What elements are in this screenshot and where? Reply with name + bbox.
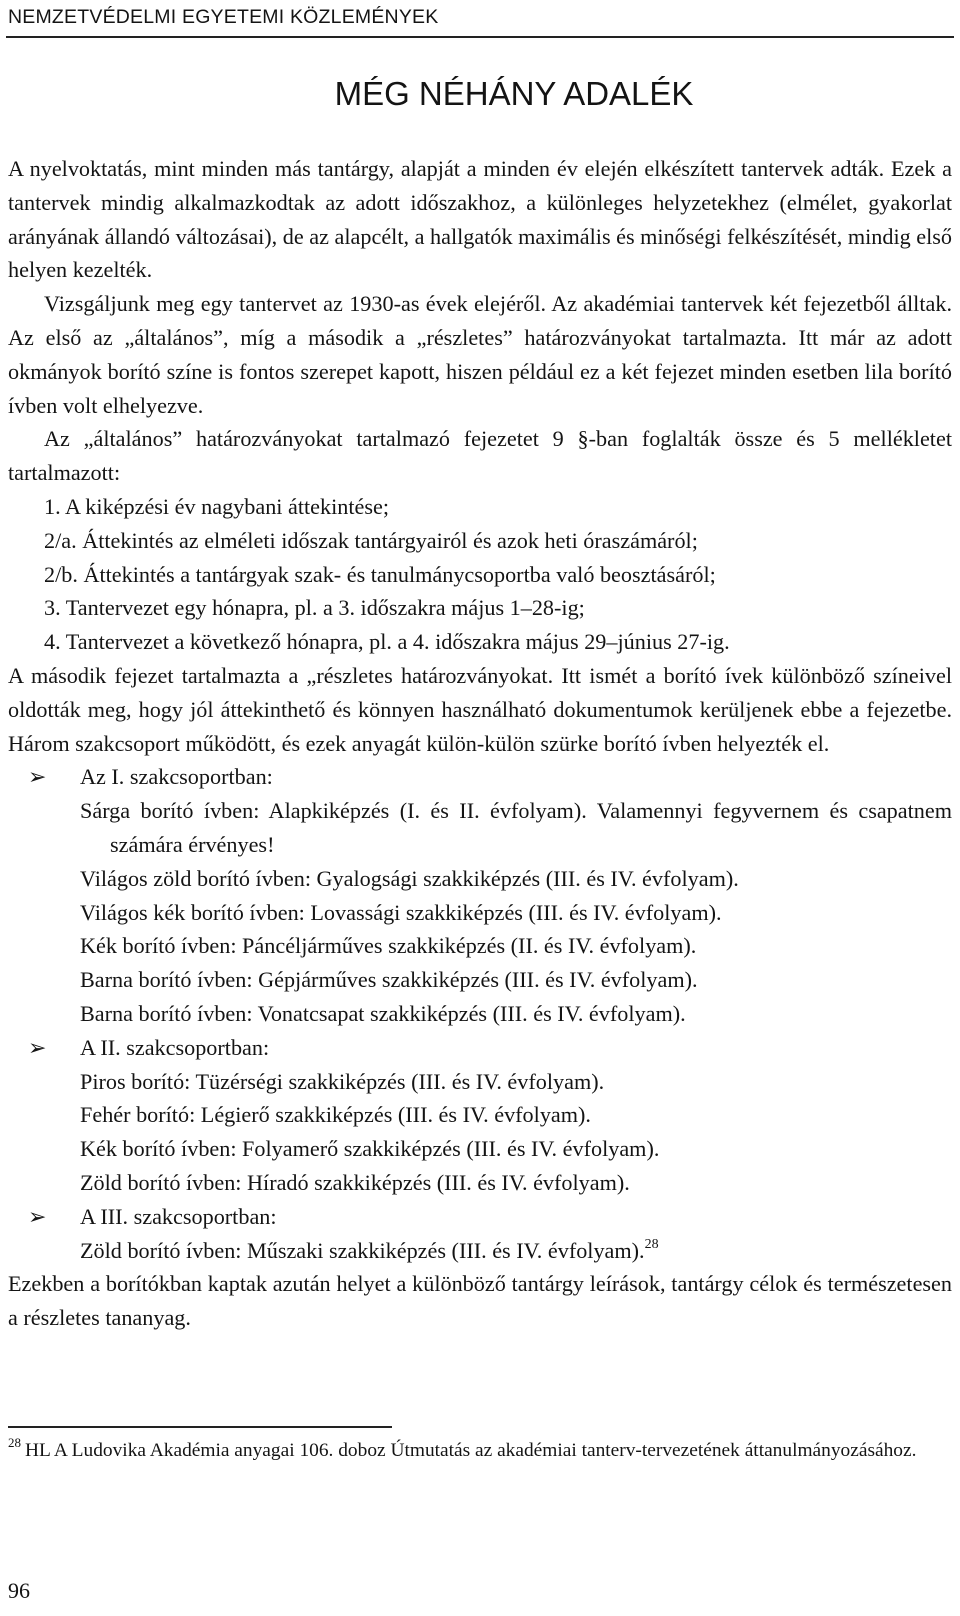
group-item: Piros borító: Tüzérségi szakkiképzés (III. és IV. évfolyam).	[80, 1068, 605, 1094]
group-heading-2	[8, 1031, 952, 1065]
paragraph-closing: Ezekben a borítókban kaptak azután helyet a különböző tantárgy leírások, tantárgy célok és természetesen a részletes tananyag.	[8, 1271, 952, 1331]
group-label: A III. szakcsoportban:	[80, 1203, 277, 1229]
group-item: Kék borító ívben: Folyamerő szakkiképzés (III. és IV. évfolyam).	[80, 1136, 660, 1162]
running-header	[8, 4, 952, 30]
paragraph-intro: A nyelvoktatás, mint minden más tantárgy, alapját a minden év elején elkészített tantervek adták. Ezek a tantervek mindig alkalmazkodtak az adott időszakhoz, a különleges helyzetekhez (elmélet, gyakorlat arányának állandó változásai), de az alapcélt, a hallgatók maximális és minőségi felkészítését, mindig első helyen kezelték.	[8, 156, 952, 283]
header-rule	[6, 36, 954, 38]
arrow-bullet-icon: ➢	[28, 764, 47, 790]
section-title: MÉG NÉHÁNY ADALÉK	[334, 75, 694, 112]
group-item: Világos kék borító ívben: Lovassági szakkiképzés (III. és IV. évfolyam).	[80, 899, 722, 925]
group-heading-1	[8, 760, 952, 794]
numbered-item: 1. A kiképzési év nagybani áttekintése;	[44, 493, 390, 519]
body-text	[8, 152, 952, 1335]
paragraph-general-chapter: Az „általános” határozványokat tartalmazó fejezetet 9 §-ban foglalták össze és 5 mellékletet tartalmazott:	[8, 426, 952, 486]
group-item: Kék borító ívben: Páncéljárműves szakkiképzés (II. és IV. évfolyam).	[80, 933, 697, 959]
numbered-item: 3. Tantervezet egy hónapra, pl. a 3. időszakra május 1–28-ig;	[44, 595, 585, 621]
group-item-text: Zöld borító ívben: Műszaki szakkiképzés (III. és IV. évfolyam).	[80, 1237, 645, 1263]
running-title: NEMZETVÉDELMI EGYETEMI KÖZLEMÉNYEK	[8, 6, 439, 28]
footnote	[8, 1434, 952, 1468]
group-item: Fehér borító: Légierő szakkiképzés (III. és IV. évfolyam).	[80, 1102, 591, 1128]
arrow-bullet-icon: ➢	[28, 1034, 47, 1060]
footnote-reference[interactable]: 28	[644, 1236, 659, 1252]
numbered-item: 4. Tantervezet a következő hónapra, pl. a 4. időszakra május 29–június 27-ig.	[44, 629, 730, 655]
group-item: Zöld borító ívben: Híradó szakkiképzés (III. és IV. évfolyam).	[80, 1169, 630, 1195]
group-item: Világos zöld borító ívben: Gyalogsági szakkiképzés (III. és IV. évfolyam).	[80, 865, 739, 891]
paragraph-second-chapter: A második fejezet tartalmazta a „részletes határozványokat. Itt ismét a borító ívek különböző színeivel oldották meg, hogy jól áttekinthető és könnyen használható dokumentumok kerüljenek ebbe a fejezetbe. Három szakcsoport működött, és ezek anyagát külön-külön szürke borító ívben helyezték el.	[8, 662, 952, 756]
group-item	[8, 1234, 952, 1268]
group-heading-3	[8, 1200, 952, 1234]
footnote-rule	[8, 1426, 392, 1428]
footnote-mark: 28	[8, 1435, 21, 1450]
paragraph-curriculum: Vizsgáljunk meg egy tantervet az 1930-as évek elejéről. Az akadémiai tantervek két fejezetből álltak. Az első az „általános”, míg a második a „részletes” határozványokat tartalmazta. Itt már az adott okmányok borító színe is fontos szerepet kapott, hiszen például ez a két fejezet minden esetben lila borító ívben volt elhelyezve.	[8, 291, 952, 418]
group-item: Barna borító ívben: Gépjárműves szakkiképzés (III. és IV. évfolyam).	[80, 967, 698, 993]
page-number: 96	[8, 1578, 30, 1603]
group-item: Sárga borító ívben: Alapkiképzés (I. és II. évfolyam). Valamennyi fegyvernem és csapatnem számára érvényes!	[80, 798, 952, 857]
numbered-item: 2/a. Áttekintés az elméleti időszak tantárgyairól és azok heti óraszámáról;	[44, 527, 698, 553]
group-label: Az I. szakcsoportban:	[80, 764, 273, 790]
footnote-text: HL A Ludovika Akadémia anyagai 106. doboz Útmutatás az akadémiai tanterv-tervezetének áttanulmányozásához.	[25, 1440, 917, 1461]
arrow-bullet-icon: ➢	[28, 1203, 47, 1229]
numbered-item: 2/b. Áttekintés a tantárgyak szak- és tanulmánycsoportba való beosztásáról;	[44, 561, 716, 587]
group-item: Barna borító ívben: Vonatcsapat szakkiképzés (III. és IV. évfolyam).	[80, 1000, 686, 1026]
group-label: A II. szakcsoportban:	[80, 1034, 270, 1060]
